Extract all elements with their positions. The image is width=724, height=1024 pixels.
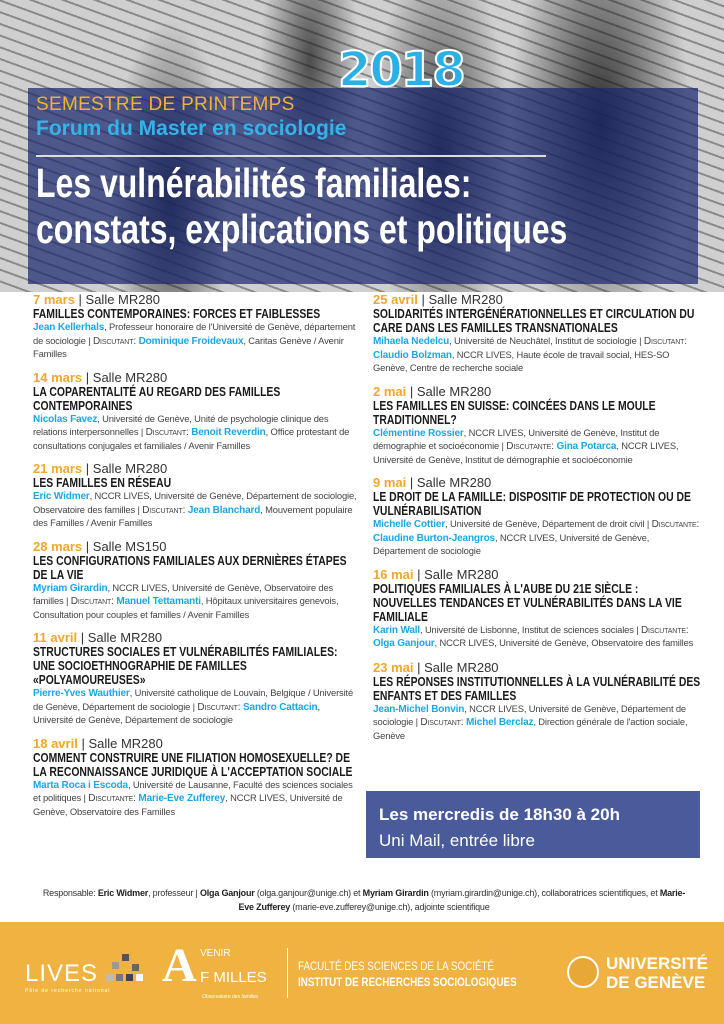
speaker-name: Myriam Girardin bbox=[33, 582, 108, 594]
discussant-label: Discutante: bbox=[640, 624, 689, 636]
faculty-name: FACULTÉ DES SCIENCES DE LA SOCIÉTÉ bbox=[298, 959, 495, 973]
event-date-line bbox=[373, 660, 703, 675]
event-room: | Salle MR280 bbox=[85, 461, 168, 476]
footer bbox=[0, 922, 724, 1024]
event-room: | Salle MR280 bbox=[85, 369, 168, 385]
year: 2018 bbox=[338, 42, 464, 98]
event-details bbox=[33, 413, 358, 453]
event-date: 23 mai bbox=[373, 659, 414, 675]
event-item bbox=[373, 567, 703, 651]
event-date: 21 mars bbox=[33, 461, 83, 476]
lives-text: LIVES bbox=[25, 960, 99, 987]
discussant-name: Claudine Burton-Jeangros bbox=[373, 532, 495, 544]
logo-square bbox=[122, 954, 129, 961]
speaker-affiliation: , NCCR LIVES, Université de Genève, Institut de démographie et socioéconomie | bbox=[373, 426, 660, 451]
event-date: 11 avril bbox=[33, 630, 78, 645]
speaker-affiliation: , NCCR LIVES, Université de Genève, Observatoire des familles | bbox=[33, 581, 334, 606]
faculty-block bbox=[298, 958, 544, 990]
discussant-name: Sandro Cattacin bbox=[243, 701, 318, 713]
speaker-affiliation: , Université de Neuchâtel, Institut de sociologie | bbox=[449, 335, 644, 346]
event-title: LA COPARENTALITÉ AU REGARD DES FAMILLES CONTEMPORAINES bbox=[33, 383, 281, 413]
logo-square bbox=[136, 974, 143, 981]
event-item bbox=[373, 475, 703, 558]
discussant-affiliation: , Université de Genève, Département de sociologie bbox=[33, 700, 320, 725]
events-right-column bbox=[373, 292, 703, 751]
resp-name: Marie-Eve Zufferey bbox=[238, 888, 686, 912]
event-date-line bbox=[33, 539, 358, 554]
speaker-name: Jean Kellerhals bbox=[33, 322, 105, 333]
event-date-line bbox=[373, 384, 703, 399]
event-title: SOLIDARITÉS INTERGÉNÉRATIONNELLES ET CIRCULATION DU CARE DANS LES FAMILLES TRANSNATIONALES bbox=[373, 306, 695, 335]
event-title: LES FAMILLES EN RÉSEAU bbox=[33, 475, 172, 490]
discussant-affiliation: , Office protestant de consultations conjugales et familiales / Avenir Familles bbox=[33, 426, 350, 451]
event-title: FAMILLES CONTEMPORAINES: FORCES ET FAIBLESSES bbox=[33, 306, 321, 321]
logo-square bbox=[106, 974, 113, 981]
discussant-name: Marie-Eve Zufferey bbox=[138, 793, 226, 804]
university-seal-icon bbox=[567, 956, 599, 988]
lives-logo bbox=[25, 960, 111, 994]
event-details bbox=[33, 582, 358, 622]
speaker-affiliation: , Université de Genève, Département de droit civil | bbox=[445, 518, 652, 529]
event-room: | Salle MR280 bbox=[409, 475, 492, 490]
discussant-label: Discutante: bbox=[651, 519, 700, 530]
schedule: Les mercredis de 18h30 à 20h bbox=[379, 805, 620, 824]
event-title: STRUCTURES SOCIALES ET VULNÉRABILITÉS FAMILIALES: UNE SOCIOETHNOGRAPHIE DE FAMILLES «POLYAMOUREUSES» bbox=[33, 644, 338, 687]
resp-text: (olga.ganjour@unige.ch) et bbox=[254, 888, 363, 898]
speaker-affiliation: , NCCR LIVES, Université de Genève, Département de sociologie | bbox=[373, 702, 686, 727]
event-title: LE DROIT DE LA FAMILLE: DISPOSITIF DE PROTECTION OU DE VULNÉRABILISATION bbox=[373, 489, 691, 518]
discussant-affiliation: , Hôpitaux universitaires genevois, Consultation pour couples et familles / Avenir Familles bbox=[33, 595, 339, 620]
discussant-name: Dominique Froidevaux bbox=[138, 335, 244, 347]
event-details bbox=[373, 703, 703, 743]
event-date: 18 avril bbox=[33, 735, 78, 751]
event-date: 14 mars bbox=[33, 369, 83, 385]
event-item bbox=[373, 384, 703, 467]
event-date-line bbox=[373, 567, 703, 582]
discussant-name: Manuel Tettamanti bbox=[116, 596, 201, 607]
speaker-affiliation: , Université de Genève, Unité de psychologie clinique des relations interpersonnelles | bbox=[33, 412, 329, 437]
speaker-name: Nicolas Favez bbox=[33, 413, 98, 425]
title-line-2: constats, explications et politiques bbox=[36, 206, 568, 252]
resp-name: Olga Ganjour bbox=[199, 888, 255, 898]
event-room: | Salle MR280 bbox=[409, 383, 492, 399]
event-details bbox=[33, 321, 358, 361]
event-date-line bbox=[373, 292, 703, 307]
event-date-line bbox=[33, 630, 358, 645]
speaker-affiliation: , Université de Lisbonne, Institut de sciences sociales | bbox=[420, 623, 641, 635]
event-title: COMMENT CONSTRUIRE UNE FILIATION HOMOSEXUELLE? DE LA RECONNAISSANCE JURIDIQUE À L'ACCEPTATION SOCIALE bbox=[33, 749, 353, 779]
discussant-label: Discutant: bbox=[643, 336, 687, 347]
discussant-affiliation: , NCCR LIVES, Université de Genève, Observatoire des familles bbox=[434, 637, 694, 648]
avenir-familles-logo bbox=[162, 940, 272, 1010]
university-logo bbox=[606, 954, 708, 992]
event-date: 2 mai bbox=[373, 383, 407, 399]
title-line-1: Les vulnérabilités familiales: bbox=[36, 160, 472, 206]
forum-title: Forum du Master en sociologie bbox=[36, 117, 347, 140]
event-date-line bbox=[33, 736, 358, 751]
event-details bbox=[373, 427, 703, 467]
page-title bbox=[36, 160, 699, 252]
logo-subtitle: Observatoire des familles bbox=[202, 994, 259, 1000]
divider bbox=[36, 155, 546, 157]
discussant-label: Discutante: bbox=[88, 793, 139, 804]
university-line-1: UNIVERSITÉ bbox=[606, 954, 709, 973]
event-details bbox=[33, 687, 358, 727]
event-room: | Salle MR280 bbox=[78, 292, 160, 307]
resp-label: Responsable: bbox=[42, 888, 98, 898]
logo-letter: A bbox=[162, 939, 197, 992]
discussant-affiliation: , NCCR LIVES, Université de Genève, Département de sociologie bbox=[373, 531, 650, 556]
event-room: | Salle MR280 bbox=[417, 566, 499, 582]
event-title: POLITIQUES FAMILIALES À L'AUBE DU 21E SIÈCLE : NOUVELLES TENDANCES ET VULNÉRABILITÉS DANS LA VIE FAMILIALE bbox=[373, 580, 682, 624]
discussant-name: Claudio Bolzman bbox=[373, 349, 452, 361]
discussant-name: Olga Ganjour bbox=[373, 638, 435, 649]
speaker-name: Karin Wall bbox=[373, 624, 421, 636]
event-item bbox=[33, 539, 358, 622]
responsible-credits bbox=[40, 886, 688, 914]
speaker-name: Pierre-Yves Wauthier bbox=[33, 688, 130, 699]
event-details bbox=[373, 518, 703, 558]
logo-text: VENIR bbox=[200, 948, 231, 959]
resp-text: (marie-eve.zufferey@unige.ch), adjointe scientifique bbox=[290, 902, 490, 912]
resp-name: Myriam Girardin bbox=[362, 888, 429, 898]
event-title: LES FAMILLES EN SUISSE: COINCÉES DANS LE MOULE TRADITIONNEL? bbox=[373, 397, 656, 427]
resp-text: , professeur | bbox=[148, 888, 200, 898]
event-date: 7 mars bbox=[33, 292, 75, 307]
discussant-label: Discutant: bbox=[145, 427, 192, 438]
speaker-affiliation: , Professeur honoraire de l'Université de Genève, département de sociologie | bbox=[33, 321, 356, 346]
resp-text: (myriam.girardin@unige.ch), collaboratrices scientifiques, et bbox=[428, 888, 660, 898]
discussant-label: Discutant: bbox=[142, 504, 188, 516]
event-date-line bbox=[373, 475, 703, 490]
logo-square bbox=[126, 974, 133, 981]
discussant-affiliation: , NCCR LIVES, Haute école de travail social, HES-SO Genève, Centre de recherche sociale bbox=[373, 348, 670, 373]
event-item bbox=[33, 370, 358, 453]
discussant-name: Jean Blanchard bbox=[187, 504, 261, 516]
speaker-affiliation: , Université catholique de Louvain, Belgique / Université de Genève, Département de sociologie | bbox=[33, 687, 354, 712]
semester: SEMESTRE DE PRINTEMPS bbox=[36, 94, 295, 115]
logo-square bbox=[132, 964, 139, 971]
university-line-2: DE GENÈVE bbox=[606, 973, 706, 992]
event-item bbox=[373, 660, 703, 743]
discussant-name: Benoit Reverdin bbox=[191, 427, 266, 438]
speaker-name: Michelle Cottier bbox=[373, 519, 446, 530]
speaker-name: Marta Roca i Escoda bbox=[33, 779, 128, 791]
event-room: | Salle MS150 bbox=[85, 538, 167, 554]
event-room: | Salle MR280 bbox=[417, 659, 499, 675]
event-item bbox=[33, 461, 358, 530]
event-details bbox=[33, 490, 358, 530]
discussant-label: Discutante: bbox=[506, 441, 557, 452]
event-details bbox=[373, 624, 703, 651]
institute-name: INSTITUT DE RECHERCHES SOCIOLOGIQUES bbox=[298, 975, 517, 989]
event-item bbox=[33, 736, 358, 819]
lives-subtitle: Pôle de recherche national bbox=[25, 988, 111, 994]
events-left-column bbox=[33, 292, 358, 827]
event-room: | Salle MR280 bbox=[421, 292, 503, 307]
event-date: 9 mai bbox=[373, 475, 407, 490]
event-room: | Salle MR280 bbox=[81, 735, 163, 751]
event-date: 25 avril bbox=[373, 292, 418, 307]
event-item bbox=[373, 292, 703, 375]
speaker-name: Jean-Michel Bonvin bbox=[373, 703, 465, 715]
discussant-affiliation: , Mouvement populaire des Familles / Avenir Familles bbox=[33, 503, 353, 528]
discussant-label: Discutant: bbox=[197, 701, 244, 713]
info-box bbox=[366, 791, 700, 858]
speaker-name: Eric Widmer bbox=[33, 491, 90, 502]
discussant-label: Discutant: bbox=[70, 596, 117, 607]
event-date: 28 mars bbox=[33, 538, 83, 554]
discussant-affiliation: , Caritas Genève / Avenir Familles bbox=[33, 334, 344, 359]
event-date-line bbox=[33, 370, 358, 385]
resp-name: Eric Widmer bbox=[97, 888, 149, 898]
discussant-affiliation: , Direction générale de l'action sociale, Genève bbox=[373, 716, 688, 741]
event-date-line bbox=[33, 292, 358, 307]
discussant-label: Discutant: bbox=[420, 717, 466, 728]
location: Uni Mail, entrée libre bbox=[379, 831, 535, 850]
logo-square bbox=[116, 974, 123, 981]
event-item bbox=[33, 292, 358, 361]
event-title: LES RÉPONSES INSTITUTIONNELLES À LA VULNÉRABILITÉ DES ENFANTS ET DES FAMILLES bbox=[373, 673, 701, 703]
speaker-affiliation: , Université de Lausanne, Faculté des sciences sociales et politiques | bbox=[33, 778, 353, 803]
discussant-name: Michel Berclaz bbox=[466, 717, 534, 728]
event-room: | Salle MR280 bbox=[80, 630, 163, 645]
event-title: LES CONFIGURATIONS FAMILIALES AUX DERNIÈRES ÉTAPES DE LA VIE bbox=[33, 552, 347, 582]
speaker-name: Mihaela Nedelcu bbox=[373, 336, 450, 347]
event-date: 16 mai bbox=[373, 566, 414, 582]
divider bbox=[287, 948, 288, 998]
event-details bbox=[373, 335, 703, 375]
logo-square bbox=[112, 962, 119, 969]
event-item bbox=[33, 630, 358, 727]
speaker-name: Clémentine Rossier bbox=[373, 427, 464, 439]
speaker-affiliation: , NCCR LIVES, Université de Genève, Département de sociologie, Observatoire des familles | bbox=[33, 490, 357, 515]
discussant-affiliation: , NCCR LIVES, Université de Genève, Institut de démographie et socioéconomie bbox=[373, 440, 679, 465]
event-details bbox=[33, 779, 358, 819]
logo-text: F MILLES bbox=[200, 969, 267, 986]
event-date-line bbox=[33, 461, 358, 476]
discussant-name: Gina Potarca bbox=[556, 441, 617, 452]
discussant-label: Discutant: bbox=[92, 335, 139, 347]
discussant-affiliation: , NCCR LIVES, Université de Genève, Observatoire des Familles bbox=[33, 792, 343, 817]
